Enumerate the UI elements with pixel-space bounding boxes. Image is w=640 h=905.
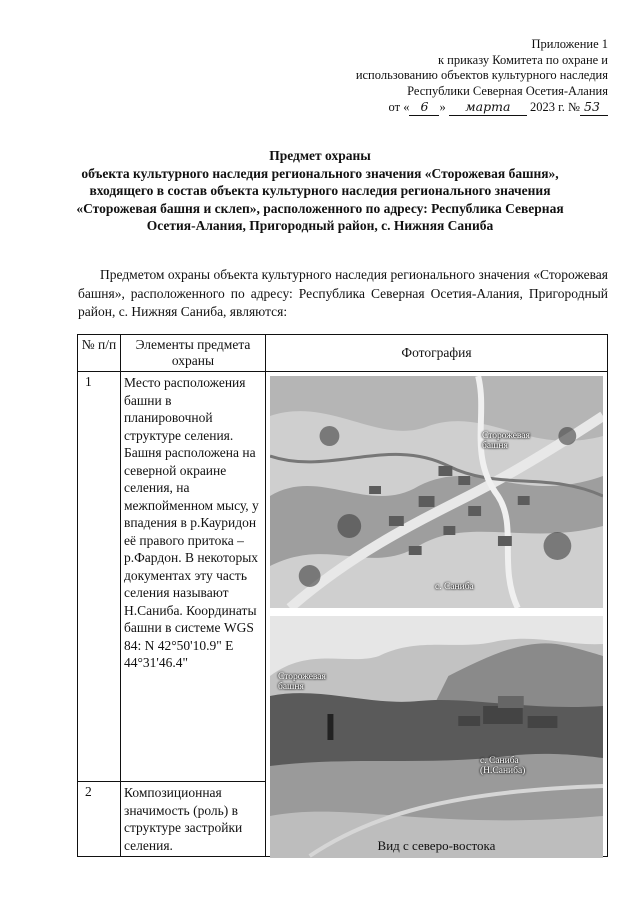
intro-paragraph: Предметом охраны объекта культурного наследия регионального значения «Сторожевая башня», расположенного по адресу: Республика Северная Осетия-Алания, Пригородный район, с. Нижняя Саниба, являются: [78,267,608,319]
table-header-row [78,335,608,372]
row-1-num: 1 [78,372,121,782]
row-2-element: Композиционная значимость (роль) в структуре застройки селения. [121,782,266,857]
landscape-tower-label: Сторожевая башня [278,672,326,692]
appendix-line-3: использованию объектов культурного наследия [355,68,608,82]
row-2-num: 2 [78,782,121,857]
photo-caption: Вид с северо-востока [377,838,496,853]
title-main: Предмет охраны [269,148,371,163]
landscape-photo [270,616,603,858]
appendix-line-2: к приказу Комитета по охране и [437,52,608,67]
appendix-line-1: Приложение 1 [531,37,608,51]
protection-table [77,334,608,857]
header-element: Элементы предмета охраны [121,335,266,372]
appendix-date-line [389,99,608,116]
date-prefix: от « [388,100,410,114]
header-num: № п/п [78,335,121,372]
date-year: 2023 г. № [529,100,580,114]
appendix-header [278,37,608,116]
aerial-photo-image [270,376,603,608]
order-number: 53 [580,99,608,116]
document-title [70,147,570,235]
landscape-photo-image [270,616,603,858]
aerial-tower-label: Сторожевая башня [482,431,530,451]
row-1-element: Место расположения башни в планировочной структуре селения. Башня расположена на северной окраине селения, на межпойменном мысу, у впадения в р.Кауридон её правого притока – р.Фардон. В некоторых документах эту часть селения называют Н.Саниба. Координаты башни в системе WGS 84: N 42°50'10.9" E 44°31'46.4" [121,372,266,782]
aerial-photo [270,376,603,608]
date-month: марта [449,99,527,116]
table-row [78,372,608,782]
appendix-line-4: Республики Северная Осетия-Алания [407,83,608,98]
aerial-village-label: с. Саниба [435,582,474,592]
title-sub: объекта культурного наследия регионального значения «Сторожевая башня», входящего в состав объекта культурного наследия регионального значения «Сторожевая башня и склеп», расположенного по адресу: Республика Северная Осетия-Алания, Пригородный район, с. Нижняя Саниба [76,165,564,233]
landscape-village-label: с. Саниба (Н.Саниба) [480,756,526,776]
photo-cell [266,372,608,857]
header-photo: Фотография [266,335,608,372]
date-quote-close: » [439,100,446,114]
date-day: 6 [409,99,439,116]
